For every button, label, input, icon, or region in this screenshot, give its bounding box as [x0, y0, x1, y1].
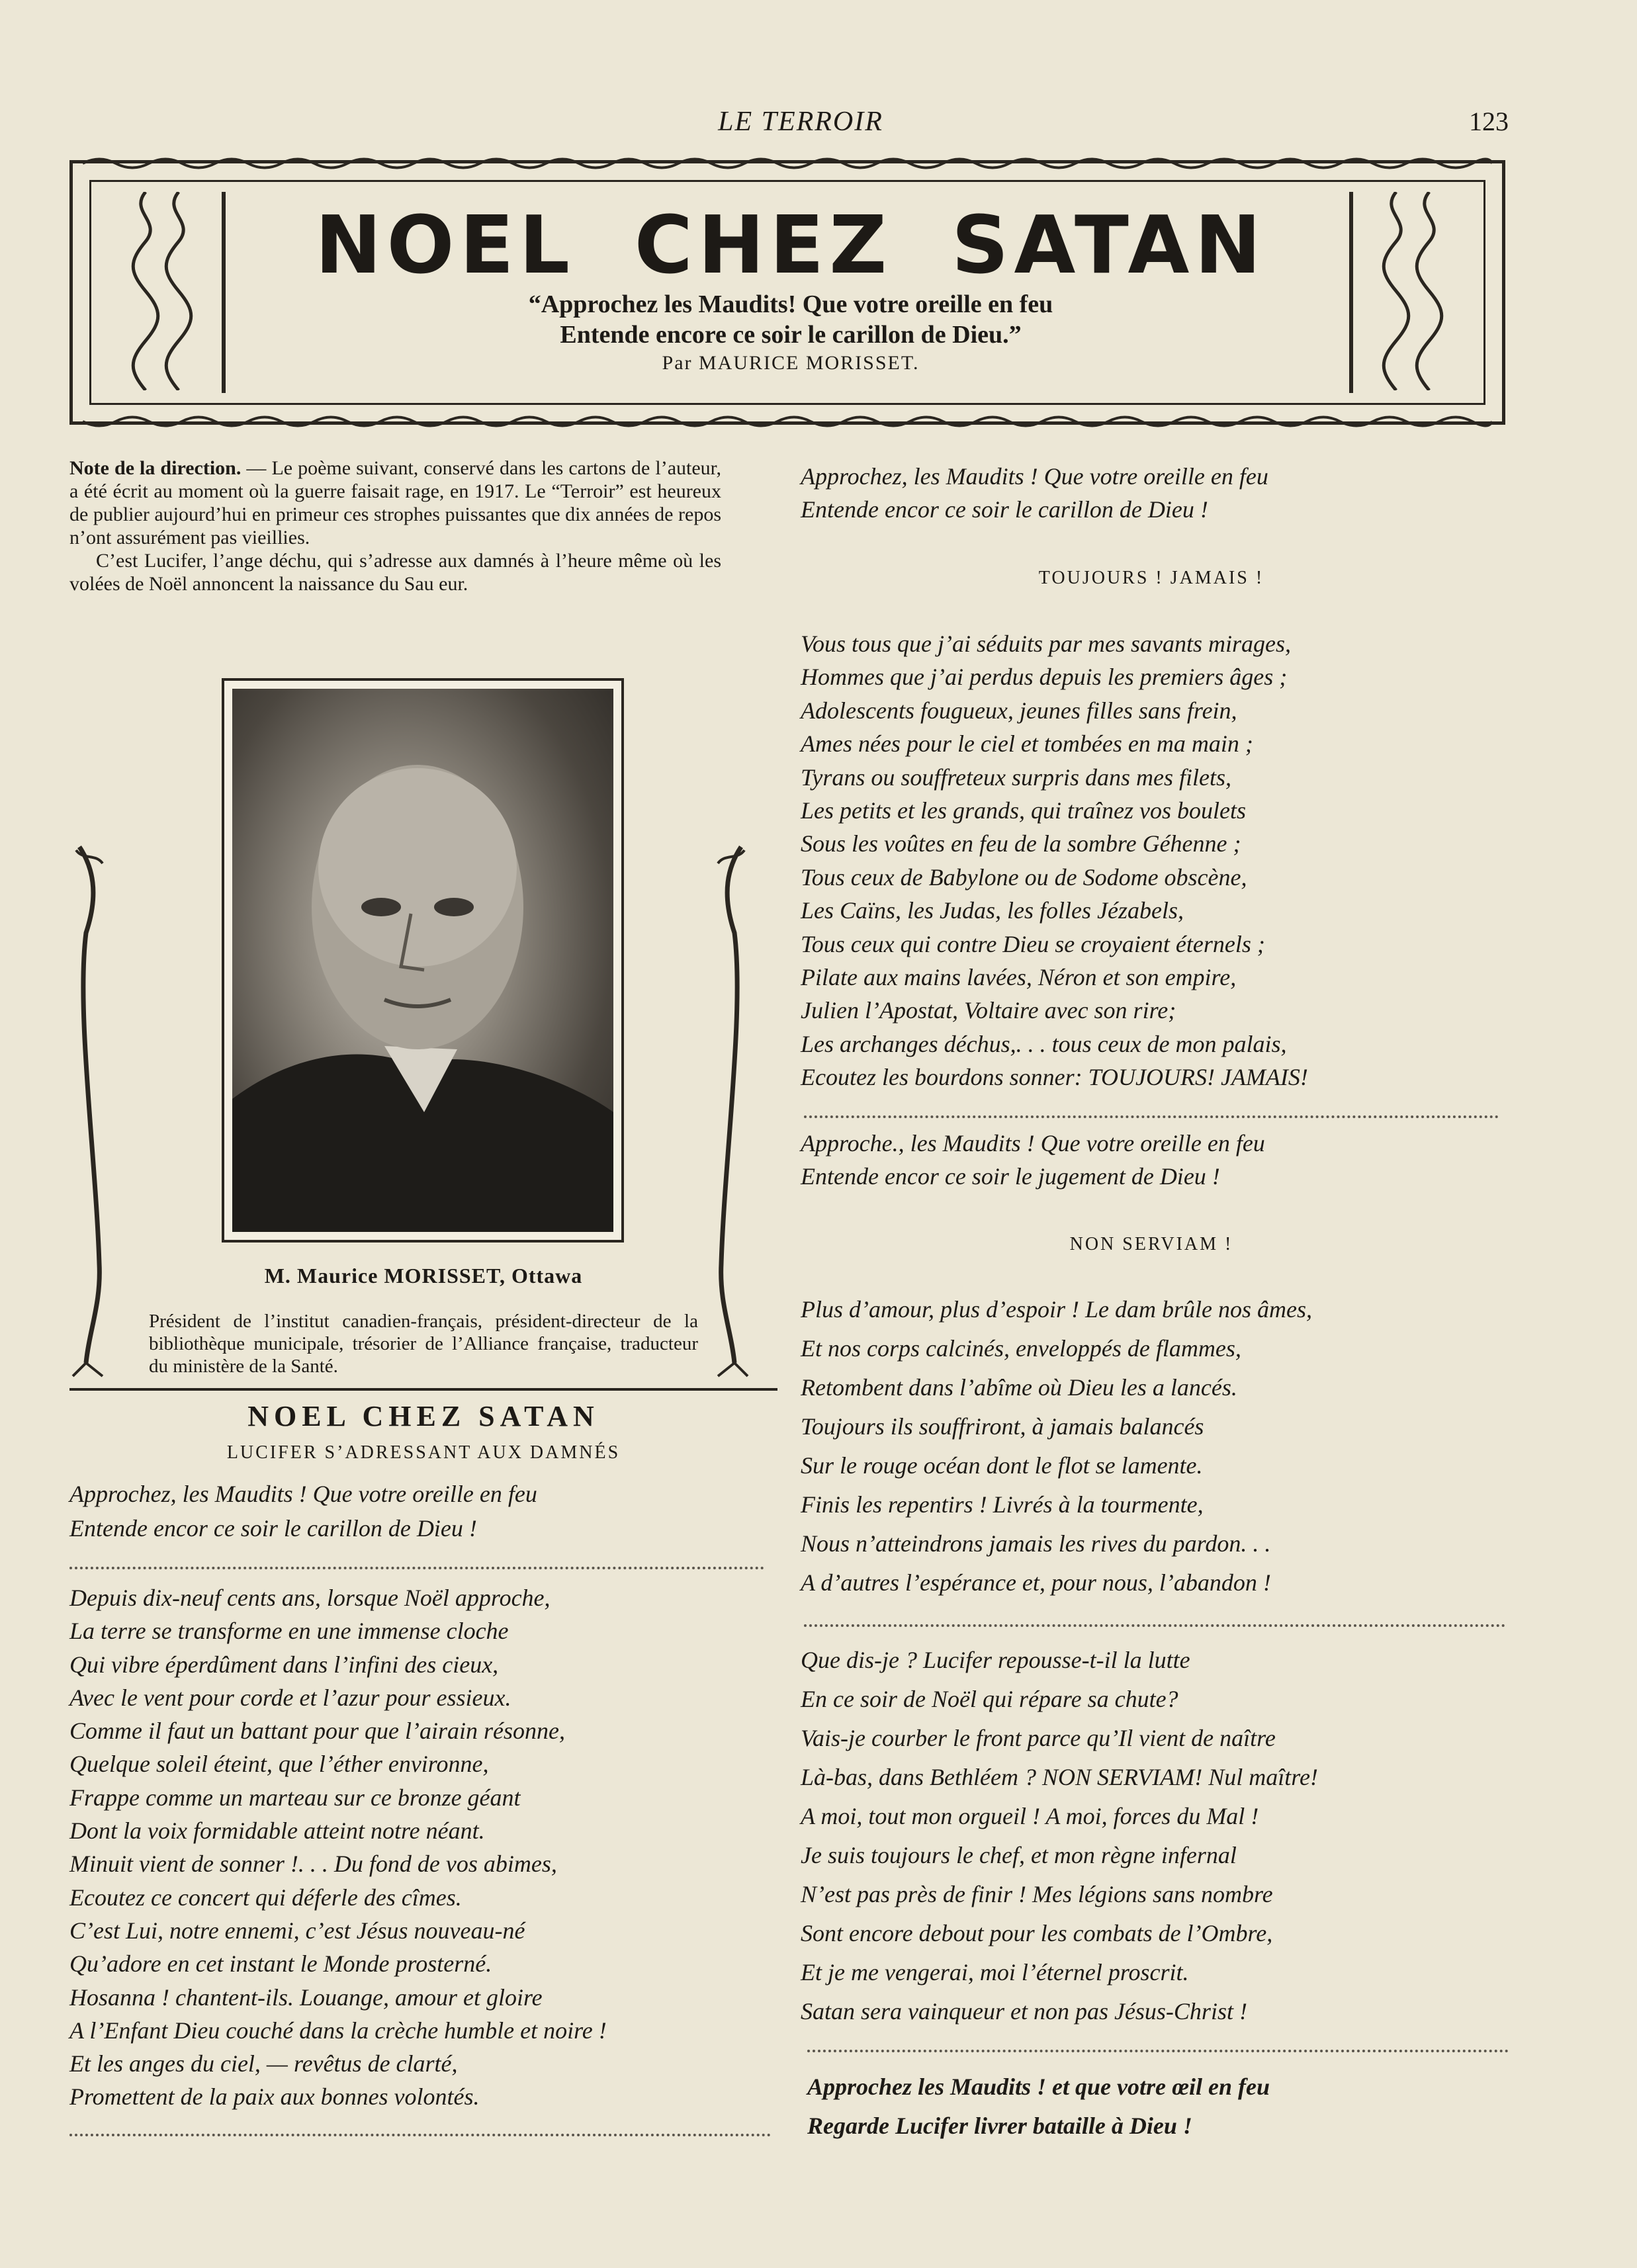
poem-line: Les petits et les grands, qui traînez vos boulets	[801, 797, 1246, 824]
photo-caption-text: Président de l’institut canadien-français, président-directeur de la bibliothèque municipale, trésorier de l’Alliance française, traducteur du ministère de la Santé.	[149, 1311, 698, 1377]
poem-line: Qu’adore en cet instant le Monde prosterné.	[69, 1950, 492, 1978]
poem-line: Regarde Lucifer livrer bataille à Dieu !	[807, 2113, 1192, 2139]
poem-line: Satan sera vainqueur et non pas Jésus-Christ !	[801, 1998, 1247, 2025]
poem-line: Adolescents fougueux, jeunes filles sans frein,	[801, 697, 1237, 724]
right-stanza-2	[801, 1290, 1515, 1602]
epigraph-line: Entende encore ce soir le carillon de Dieu.”	[560, 321, 1022, 349]
portrait-image	[232, 689, 613, 1232]
poem-line: Approche., les Maudits ! Que votre oreille en feu	[801, 1130, 1265, 1156]
poem-line: Nous n’atteindrons jamais les rives du pardon. . .	[801, 1530, 1271, 1557]
poem-line: Les archanges déchus,. . . tous ceux de mon palais,	[801, 1030, 1287, 1057]
banner-title: NOEL CHEZ SATAN	[315, 200, 1266, 292]
note-paragraph: C’est Lucifer, l’ange déchu, qui s’adresse aux damnés à l’heure même où les volées de Noël annoncent la naissance du Sau eur.	[69, 550, 721, 595]
poem-line: Approchez, les Maudits ! Que votre oreille en feu	[69, 1481, 537, 1507]
poem-line: Hosanna ! chantent-ils. Louange, amour et gloire	[69, 1984, 543, 2011]
dotted-separator	[69, 2134, 771, 2139]
left-refrain	[69, 1477, 777, 1546]
vine-ornament-right	[1373, 192, 1452, 390]
scroll-border-bottom	[83, 413, 1492, 430]
poem-line: Tous ceux de Babylone ou de Sodome obscène,	[801, 863, 1247, 891]
photo-caption-name: M. Maurice MORISSET, Ottawa	[264, 1264, 583, 1287]
dotted-separator	[804, 1624, 1505, 1630]
poem-line: Sur le rouge océan dont le flot se lamente.	[801, 1452, 1203, 1479]
title-banner	[69, 160, 1505, 425]
poem-line: Retombent dans l’abîme où Dieu les a lancés.	[801, 1374, 1237, 1401]
right-stanza-1	[801, 627, 1515, 1094]
poem-line: Hommes que j’ai perdus depuis les premiers âges ;	[801, 664, 1288, 691]
dotted-separator	[807, 2050, 1509, 2055]
poem-line: Sous les voûtes en feu de la sombre Géhenne ;	[801, 830, 1241, 857]
section-head-toujours: TOUJOURS ! JAMAIS !	[1038, 568, 1264, 588]
poem-line: Entende encor ce soir le carillon de Dieu !	[69, 1515, 477, 1542]
poem-line: Qui vibre éperdûment dans l’infini des cieux,	[69, 1651, 499, 1678]
editor-note	[69, 457, 721, 595]
right-refrain-2	[801, 1127, 1515, 1193]
poem-line: Avec le vent pour corde et l’azur pour essieux.	[69, 1684, 511, 1711]
poem-line: Tous ceux qui contre Dieu se croyaient éternels ;	[801, 930, 1265, 957]
poem-line: Entende encor ce soir le jugement de Dieu !	[801, 1163, 1220, 1190]
poem-line: Sont encore debout pour les combats de l’Ombre,	[801, 1920, 1273, 1946]
running-title: LE TERROIR	[718, 107, 883, 137]
banner-epigraph	[275, 289, 1307, 350]
note-lead: Note de la direction.	[69, 457, 242, 479]
dotted-separator	[69, 1567, 764, 1572]
poem-line: Depuis dix-neuf cents ans, lorsque Noël approche,	[69, 1585, 551, 1611]
note-text: — Le poème suivant, conservé dans les cartons de l’auteur, a été écrit au moment où la guerre faisait rage, en 1917. Le “Terroir” est heureux de publier aujourd’hui en primeur ces strophes puissantes que dix années de repos n’ont assurément pas vieillies.	[69, 457, 721, 548]
poem-line: Frappe comme un marteau sur ce bronze géant	[69, 1784, 521, 1811]
poem-line: Entende encor ce soir le carillon de Dieu !	[801, 496, 1208, 523]
left-stanza	[69, 1581, 777, 2114]
poem-line: Et les anges du ciel, — revêtus de clarté,	[69, 2050, 458, 2077]
poem-line: N’est pas près de finir ! Mes légions sans nombre	[801, 1881, 1273, 1907]
lily-ornament-right	[705, 840, 758, 1383]
poem-line: Comme il faut un battant pour que l’airain résonne,	[69, 1718, 565, 1745]
poem-line: Approchez, les Maudits ! Que votre oreille en feu	[801, 463, 1268, 490]
poem-line: Plus d’amour, plus d’espoir ! Le dam brûle nos âmes,	[801, 1296, 1312, 1323]
poem-line: Et nos corps calcinés, enveloppés de flammes,	[801, 1335, 1241, 1362]
banner-rule-left	[222, 192, 226, 393]
poem-line: Et je me vengerai, moi l’éternel proscrit.	[801, 1959, 1189, 1985]
lily-ornament-left	[63, 840, 116, 1383]
poem-line: Promettent de la paix aux bonnes volontés.	[69, 2083, 480, 2111]
poem-line: Minuit vient de sonner !. . . Du fond de vos abimes,	[69, 1851, 557, 1878]
section-head-serviam: NON SERVIAM !	[1069, 1234, 1233, 1254]
poem-line: Pilate aux mains lavées, Néron et son empire,	[801, 964, 1237, 991]
poem-line: Toujours ils souffriront, à jamais balancés	[801, 1413, 1204, 1440]
poem-line: Les Caïns, les Judas, les folles Jézabels,	[801, 897, 1184, 924]
poem-line: Là-bas, dans Bethléem ? NON SERVIAM! Nul maître!	[801, 1764, 1318, 1790]
byline: Par MAURICE MORISSET.	[662, 352, 920, 374]
poem-line: Je suis toujours le chef, et mon règne infernal	[801, 1842, 1237, 1868]
poem-line: Que dis-je ? Lucifer repousse-t-il la lutte	[801, 1647, 1190, 1673]
poem-line: Finis les repentirs ! Livrés à la tourmente,	[801, 1491, 1204, 1518]
poem-line: Ames nées pour le ciel et tombées en ma main ;	[801, 730, 1253, 758]
page-number: 123	[1469, 107, 1509, 136]
poem-line: Tyrans ou souffreteux surpris dans mes filets,	[801, 763, 1232, 791]
poem-line: La terre se transforme en une immense cloche	[69, 1618, 509, 1645]
dotted-separator	[804, 1115, 1499, 1121]
vine-ornament-left	[122, 192, 202, 390]
banner-rule-right	[1349, 192, 1353, 393]
note-paragraph	[69, 457, 721, 549]
right-refrain-1	[801, 460, 1515, 526]
portrait-photo	[222, 678, 624, 1243]
epigraph-line: “Approchez les Maudits! Que votre oreille en feu	[528, 290, 1053, 318]
closing-refrain	[807, 2068, 1522, 2146]
poem-line: Quelque soleil éteint, que l’éther environne,	[69, 1751, 489, 1778]
poem-line: Vous tous que j’ai séduits par mes savants mirages,	[801, 631, 1291, 657]
poem-line: Vais-je courber le front parce qu’Il vient de naître	[801, 1725, 1276, 1751]
right-stanza-3	[801, 1641, 1515, 2031]
poem-line: A d’autres l’espérance et, pour nous, l’abandon !	[801, 1569, 1271, 1596]
poem-line: C’est Lui, notre ennemi, c’est Jésus nouveau-né	[69, 1917, 525, 1944]
poem-line: Approchez les Maudits ! et que votre œil en feu	[807, 2073, 1270, 2100]
poem-line: A moi, tout mon orgueil ! A moi, forces du Mal !	[801, 1803, 1259, 1829]
poem-line: En ce soir de Noël qui répare sa chute?	[801, 1686, 1178, 1712]
poem-title: NOEL CHEZ SATAN	[247, 1400, 599, 1432]
caption-rule	[69, 1388, 777, 1391]
poem-line: Ecoutez les bourdons sonner: TOUJOURS! JAMAIS!	[801, 1064, 1308, 1091]
poem-line: Julien l’Apostat, Voltaire avec son rire;	[801, 997, 1176, 1024]
poem-line: A l’Enfant Dieu couché dans la crèche humble et noire !	[69, 2017, 607, 2044]
poem-line: Dont la voix formidable atteint notre néant.	[69, 1817, 485, 1845]
poem-subtitle: LUCIFER S’ADRESSANT AUX DAMNÉS	[226, 1442, 621, 1463]
poem-line: Ecoutez ce concert qui déferle des cîmes.	[69, 1884, 462, 1911]
